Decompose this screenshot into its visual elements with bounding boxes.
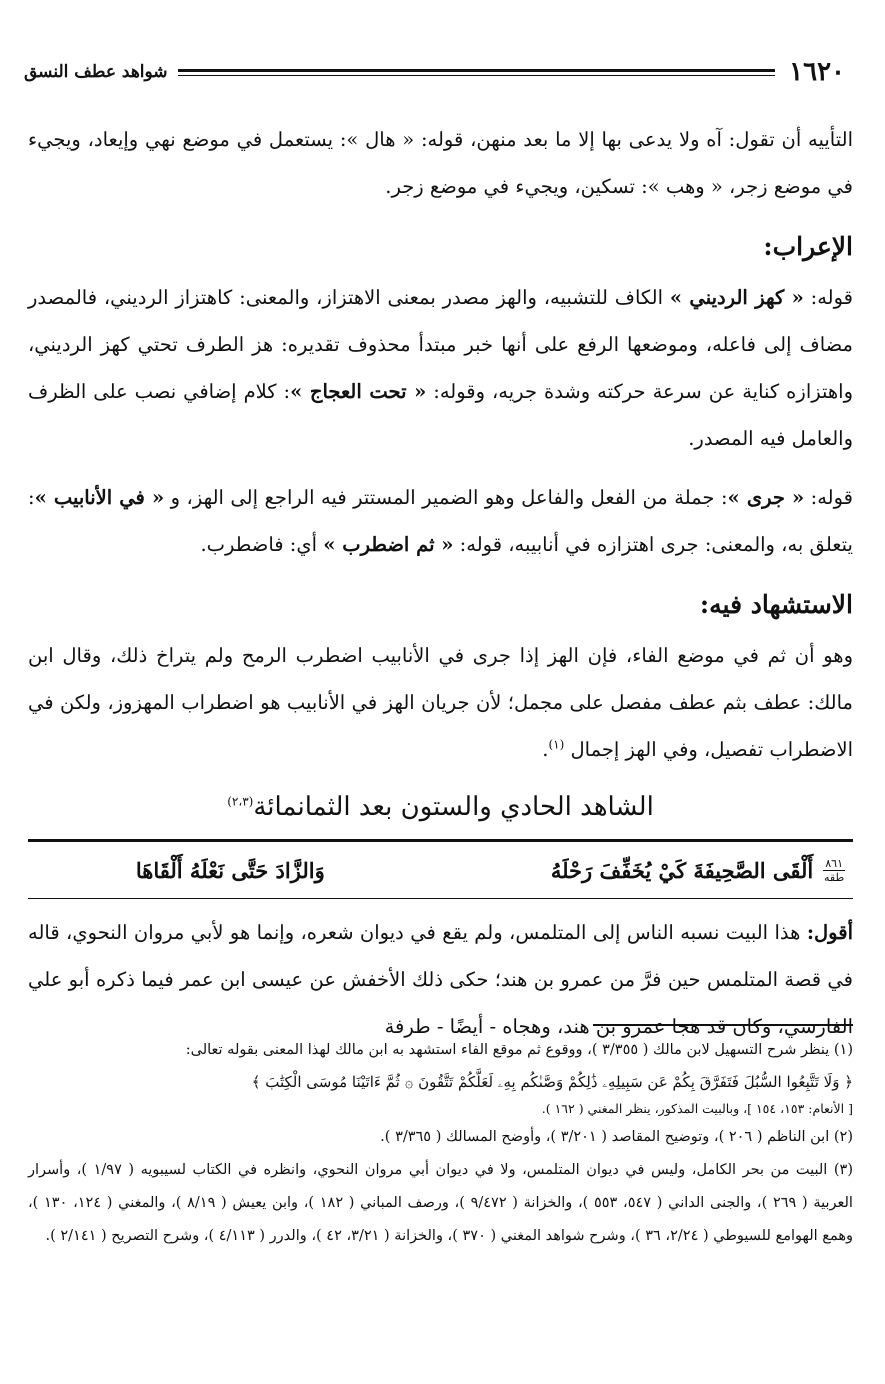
- footnote-ref: (٢،٣): [227, 794, 254, 809]
- istishhad-paragraph: وهو أن ثم في موضع الفاء، فإن الهز إذا جرى في الأنابيب اضطرب الرمح ولم يتراخ ذلك، وقال ابن مالك: عطف بثم عطف مفصل على مجمل؛ لأن جريان الهز في الأنابيب هو اضطراب المهزوز، ولكن في الاضطراب تفصيل، وفي الهز إجمال $^{(١)}$.: [28, 644, 853, 761]
- running-header: [24, 56, 845, 88]
- hemistich-first: أَلْقَى الصَّحِيفَةَ كَيْ يُخَفِّفَ رَحْلَهُ: [550, 857, 814, 883]
- page-number: ١٦٢٠: [789, 57, 845, 87]
- irab-paragraph-1: قوله: « كهز الرديني » الكاف للتشبيه، والهز مصدر بمعنى الاهتزاز، والمعنى: كاهتزاز الرديني، فالمصدر مضاف إلى فاعله، وموضعها الرفع على أنها خبر مبتدأ محذوف تقديره: هز الطرف تحتي كهز الرديني، واهتزازه كناية عن سرعة حركته وشدة جريه، وقوله: « تحت العجاج »: كلام إضافي نصب على الظرف والعامل فيه المصدر.: [28, 286, 854, 450]
- intro-paragraph: التأييه أن تقول: آه ولا يدعى بها إلا ما بعد منهن، قوله: « هال »: يستعمل في موضع نهي وإيعاد، ويجيء في موضع زجر، « وهب »: تسكين، ويجيء في موضع زجر.: [28, 128, 853, 198]
- term: « تحت العجاج »: [290, 380, 427, 403]
- term: « في الأنابيب »: [34, 486, 165, 509]
- main-text: [28, 116, 853, 1062]
- running-title: شواهد عطف النسق: [24, 62, 168, 82]
- hemistich-second: وَالزَّادَ حَتَّى نَعْلَهُ أَلْقَاهَا: [135, 857, 325, 883]
- term: « كهز الرديني »: [669, 286, 804, 309]
- aqul-label: أقول:: [806, 921, 853, 944]
- irab-paragraph-2: قوله: « جرى »: جملة من الفعل والفاعل وهو الضمير المستتر فيه الراجع إلى الهز، و « في الأنابيب »: يتعلق به، والمعنى: جرى اهتزازه في أنابيبه، قوله: « ثم اضطرب » أي: فاضطرب.: [28, 486, 854, 556]
- verse-number: ٨٦١ طقه: [824, 856, 845, 884]
- footnote-quran-verse: ﴿ وَلَا تَتَّبِعُوا السُّبُلَ فَتَفَرَّقَ بِكُمْ عَن سَبِيلِهِۦ ذَٰلِكُمْ وَصَّىٰكُم بِهِۦ لَعَلَّكُمْ تَتَّقُونَ ۞ ثُمَّ ءَاتَيْنَا مُوسَى الْكِتَٰبَ ﴾: [251, 1073, 853, 1091]
- aqul-paragraph: أقول: هذا البيت نسبه الناس إلى المتلمس، ولم يقع في ديوان شعره، وإنما هو لأبي مروان النحوي، قاله في قصة المتلمس حين فرَّ من عمرو بن هند؛ حكى ذلك الأخفش عن عيسى ابن عمر فيما ذكره أبو علي الفارسي، وكان قد هجا عمرو بن هند، وهجاه - أيضًا - طرفة: [28, 921, 853, 1038]
- footnotes: [28, 1034, 853, 1253]
- footnote: (٢) ابن الناظم ( ٢٠٦ )، وتوضيح المقاصد ( ٣/٢٠١ )، وأوضح المسالك ( ٣/٣٦٥ ).: [380, 1129, 853, 1145]
- footnote: (٣) البيت من بحر الكامل، وليس في ديوان المتلمس، ولا في ديوان أبي مروان النحوي، وانظره في الكتاب لسيبويه ( ١/٩٧ )، وأسرار العربية ( ٢٦٩ )، والجنى الداني ( ٥٤٧، ٥٥٣ )، والخزانة ( ٩/٤٧٢ )، ورصف المباني ( ١٨٢ )، وابن يعيش ( ٨/١٩ )، والمغني ( ١٢٤، ١٣٠ )، وهمع الهوامع للسيوطي ( ٢/٢٤، ٣٦ )، وشرح شواهد المغني ( ٣٧٠ )، والخزانة ( ٣/٢١، ٤٢ )، والدرر ( ٤/١١٣ )، وشرح التصريح ( ٢/١٤١ ).: [28, 1162, 853, 1244]
- irab-heading: الإعراب:: [763, 232, 853, 261]
- footnote-ref: (١): [548, 737, 565, 752]
- footnote: [ الأنعام: ١٥٣، ١٥٤ ]، وبالبيت المذكور، ينظر المغني ( ١٦٢ ).: [541, 1101, 853, 1116]
- term: « ثم اضطرب »: [323, 533, 454, 556]
- footnote-separator: [593, 1024, 853, 1026]
- header-rule: [178, 69, 776, 76]
- term: « جرى »: [727, 486, 805, 509]
- istishhad-heading: الاستشهاد فيه:: [699, 590, 853, 619]
- footnote: (١) ينظر شرح التسهيل لابن مالك ( ٣/٣٥٥ )، ووقوع ثم موقع الفاء استشهد به ابن مالك لهذا المعنى بقوله تعالى:: [185, 1042, 853, 1058]
- shahid-title: الشاهد الحادي والستون بعد الثمانمائة$^{(٢،٣)}$: [227, 792, 654, 822]
- verse-line: [28, 839, 853, 899]
